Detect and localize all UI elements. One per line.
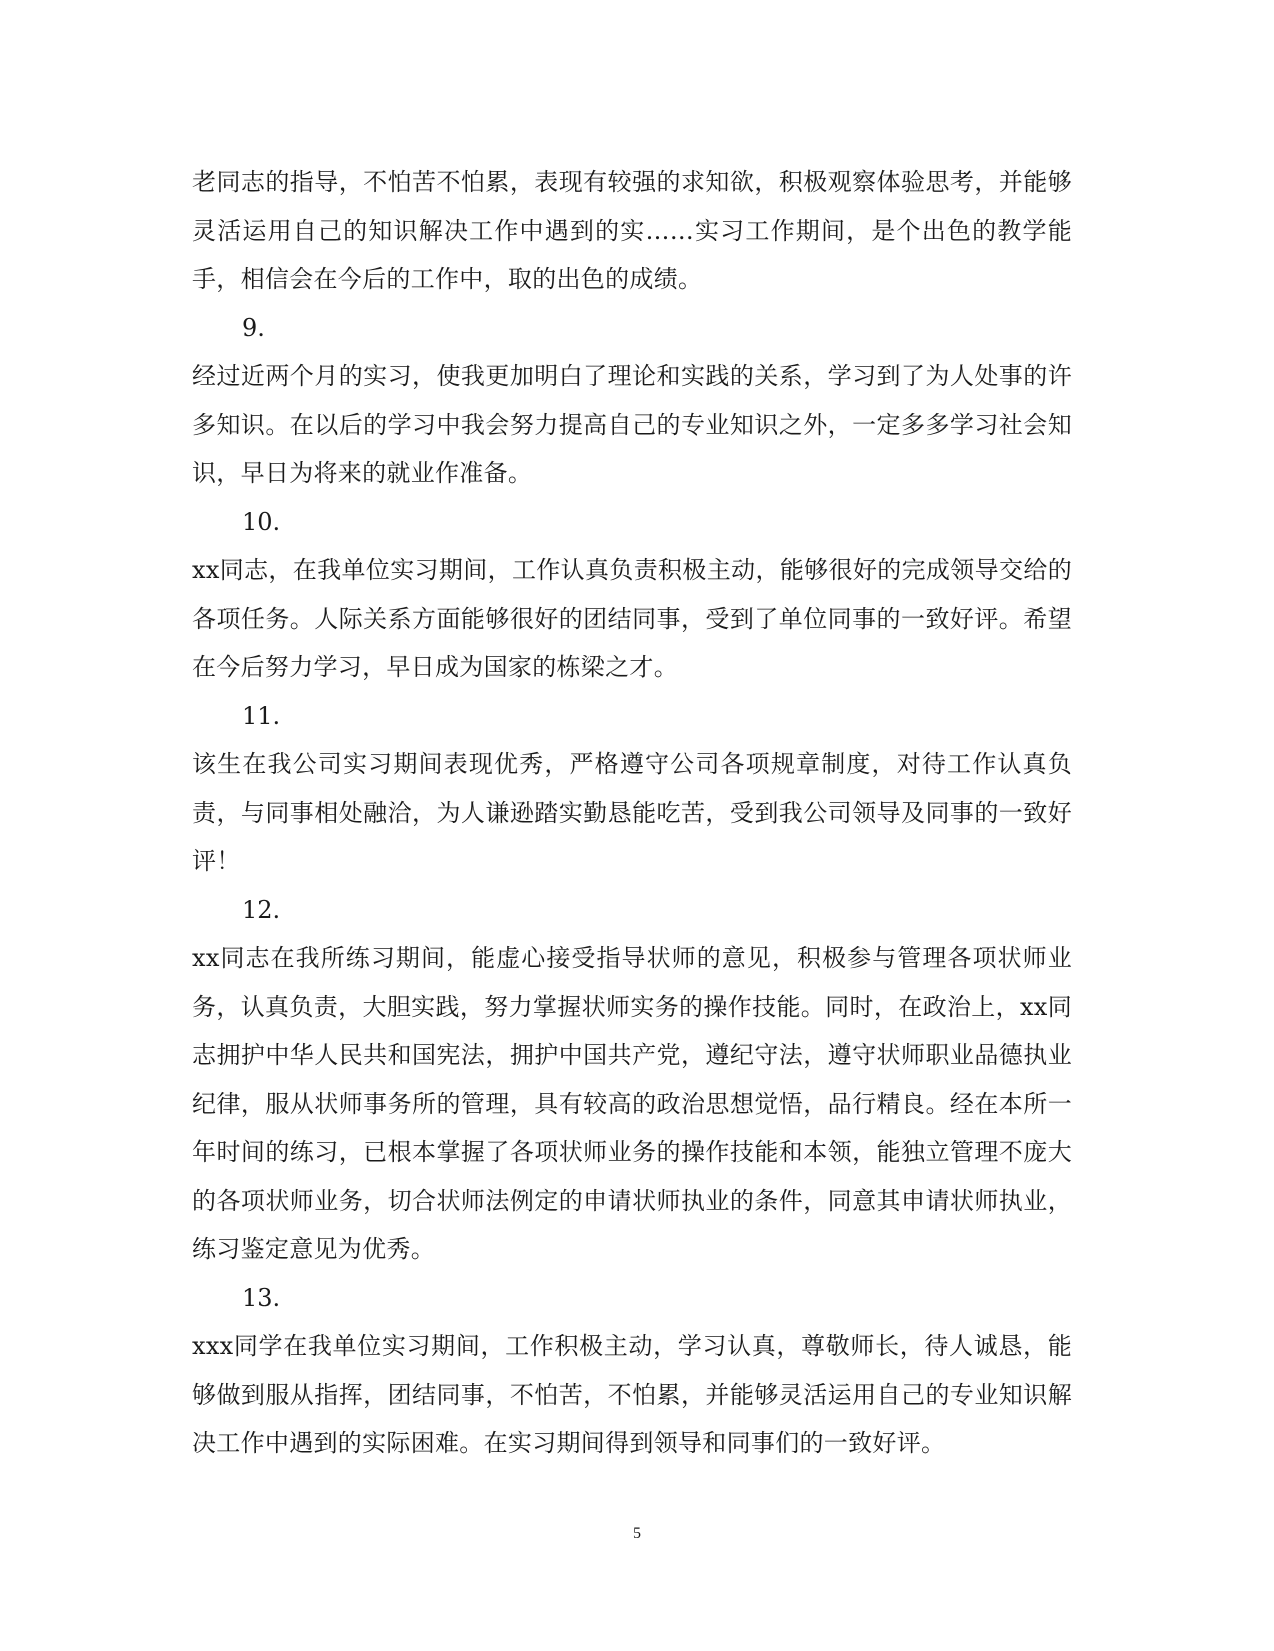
- paragraph-12: xx同志在我所练习期间，能虚心接受指导状师的意见，积极参与管理各项状师业务，认真负责，大胆实践，努力掌握状师实务的操作技能。同时，在政治上，xx同志拥护中华人民共和国宪法，拥护中国共产党，遵纪守法，遵守状师职业品德执业纪律，服从状师事务所的管理，具有较高的政治思想觉悟，品行精良。经在本所一年时间的练习，已根本掌握了各项状师业务的操作技能和本领，能独立管理不庞大的各项状师业务，切合状师法例定的申请状师执业的条件，同意其申请状师执业，练习鉴定意见为优秀。: [192, 944, 1072, 1263]
- item-number-11: 11.: [242, 701, 281, 730]
- paragraph-13: xxx同学在我单位实习期间，工作积极主动，学习认真，尊敬师长，待人诚恳，能够做到服从指挥，团结同事，不怕苦，不怕累，并能够灵活运用自己的专业知识解决工作中遇到的实际困难。在实习期间得到领导和同事们的一致好评。: [192, 1332, 1072, 1457]
- paragraph-11: 该生在我公司实习期间表现优秀，严格遵守公司各项规章制度，对待工作认真负责，与同事相处融洽，为人谦逊踏实勤恳能吃苦，受到我公司领导及同事的一致好评！: [192, 750, 1072, 875]
- item-number-9: 9.: [242, 313, 265, 342]
- document-body: [192, 158, 1072, 1468]
- paragraph-8-continued: 老同志的指导，不怕苦不怕累，表现有较强的求知欲，积极观察体验思考，并能够灵活运用自己的知识解决工作中遇到的实……实习工作期间，是个出色的教学能手，相信会在今后的工作中，取的出色的成绩。: [192, 168, 1072, 293]
- item-number-12: 12.: [242, 895, 281, 924]
- page-number: 5: [633, 1525, 641, 1542]
- paragraph-10: xx同志，在我单位实习期间，工作认真负责积极主动，能够很好的完成领导交给的各项任务。人际关系方面能够很好的团结同事，受到了单位同事的一致好评。希望在今后努力学习，早日成为国家的栋梁之才。: [192, 556, 1072, 681]
- item-number-13: 13.: [242, 1283, 281, 1312]
- paragraph-9: 经过近两个月的实习，使我更加明白了理论和实践的关系，学习到了为人处事的许多知识。在以后的学习中我会努力提高自己的专业知识之外，一定多多学习社会知识，早日为将来的就业作准备。: [192, 362, 1072, 487]
- item-number-10: 10.: [242, 507, 281, 536]
